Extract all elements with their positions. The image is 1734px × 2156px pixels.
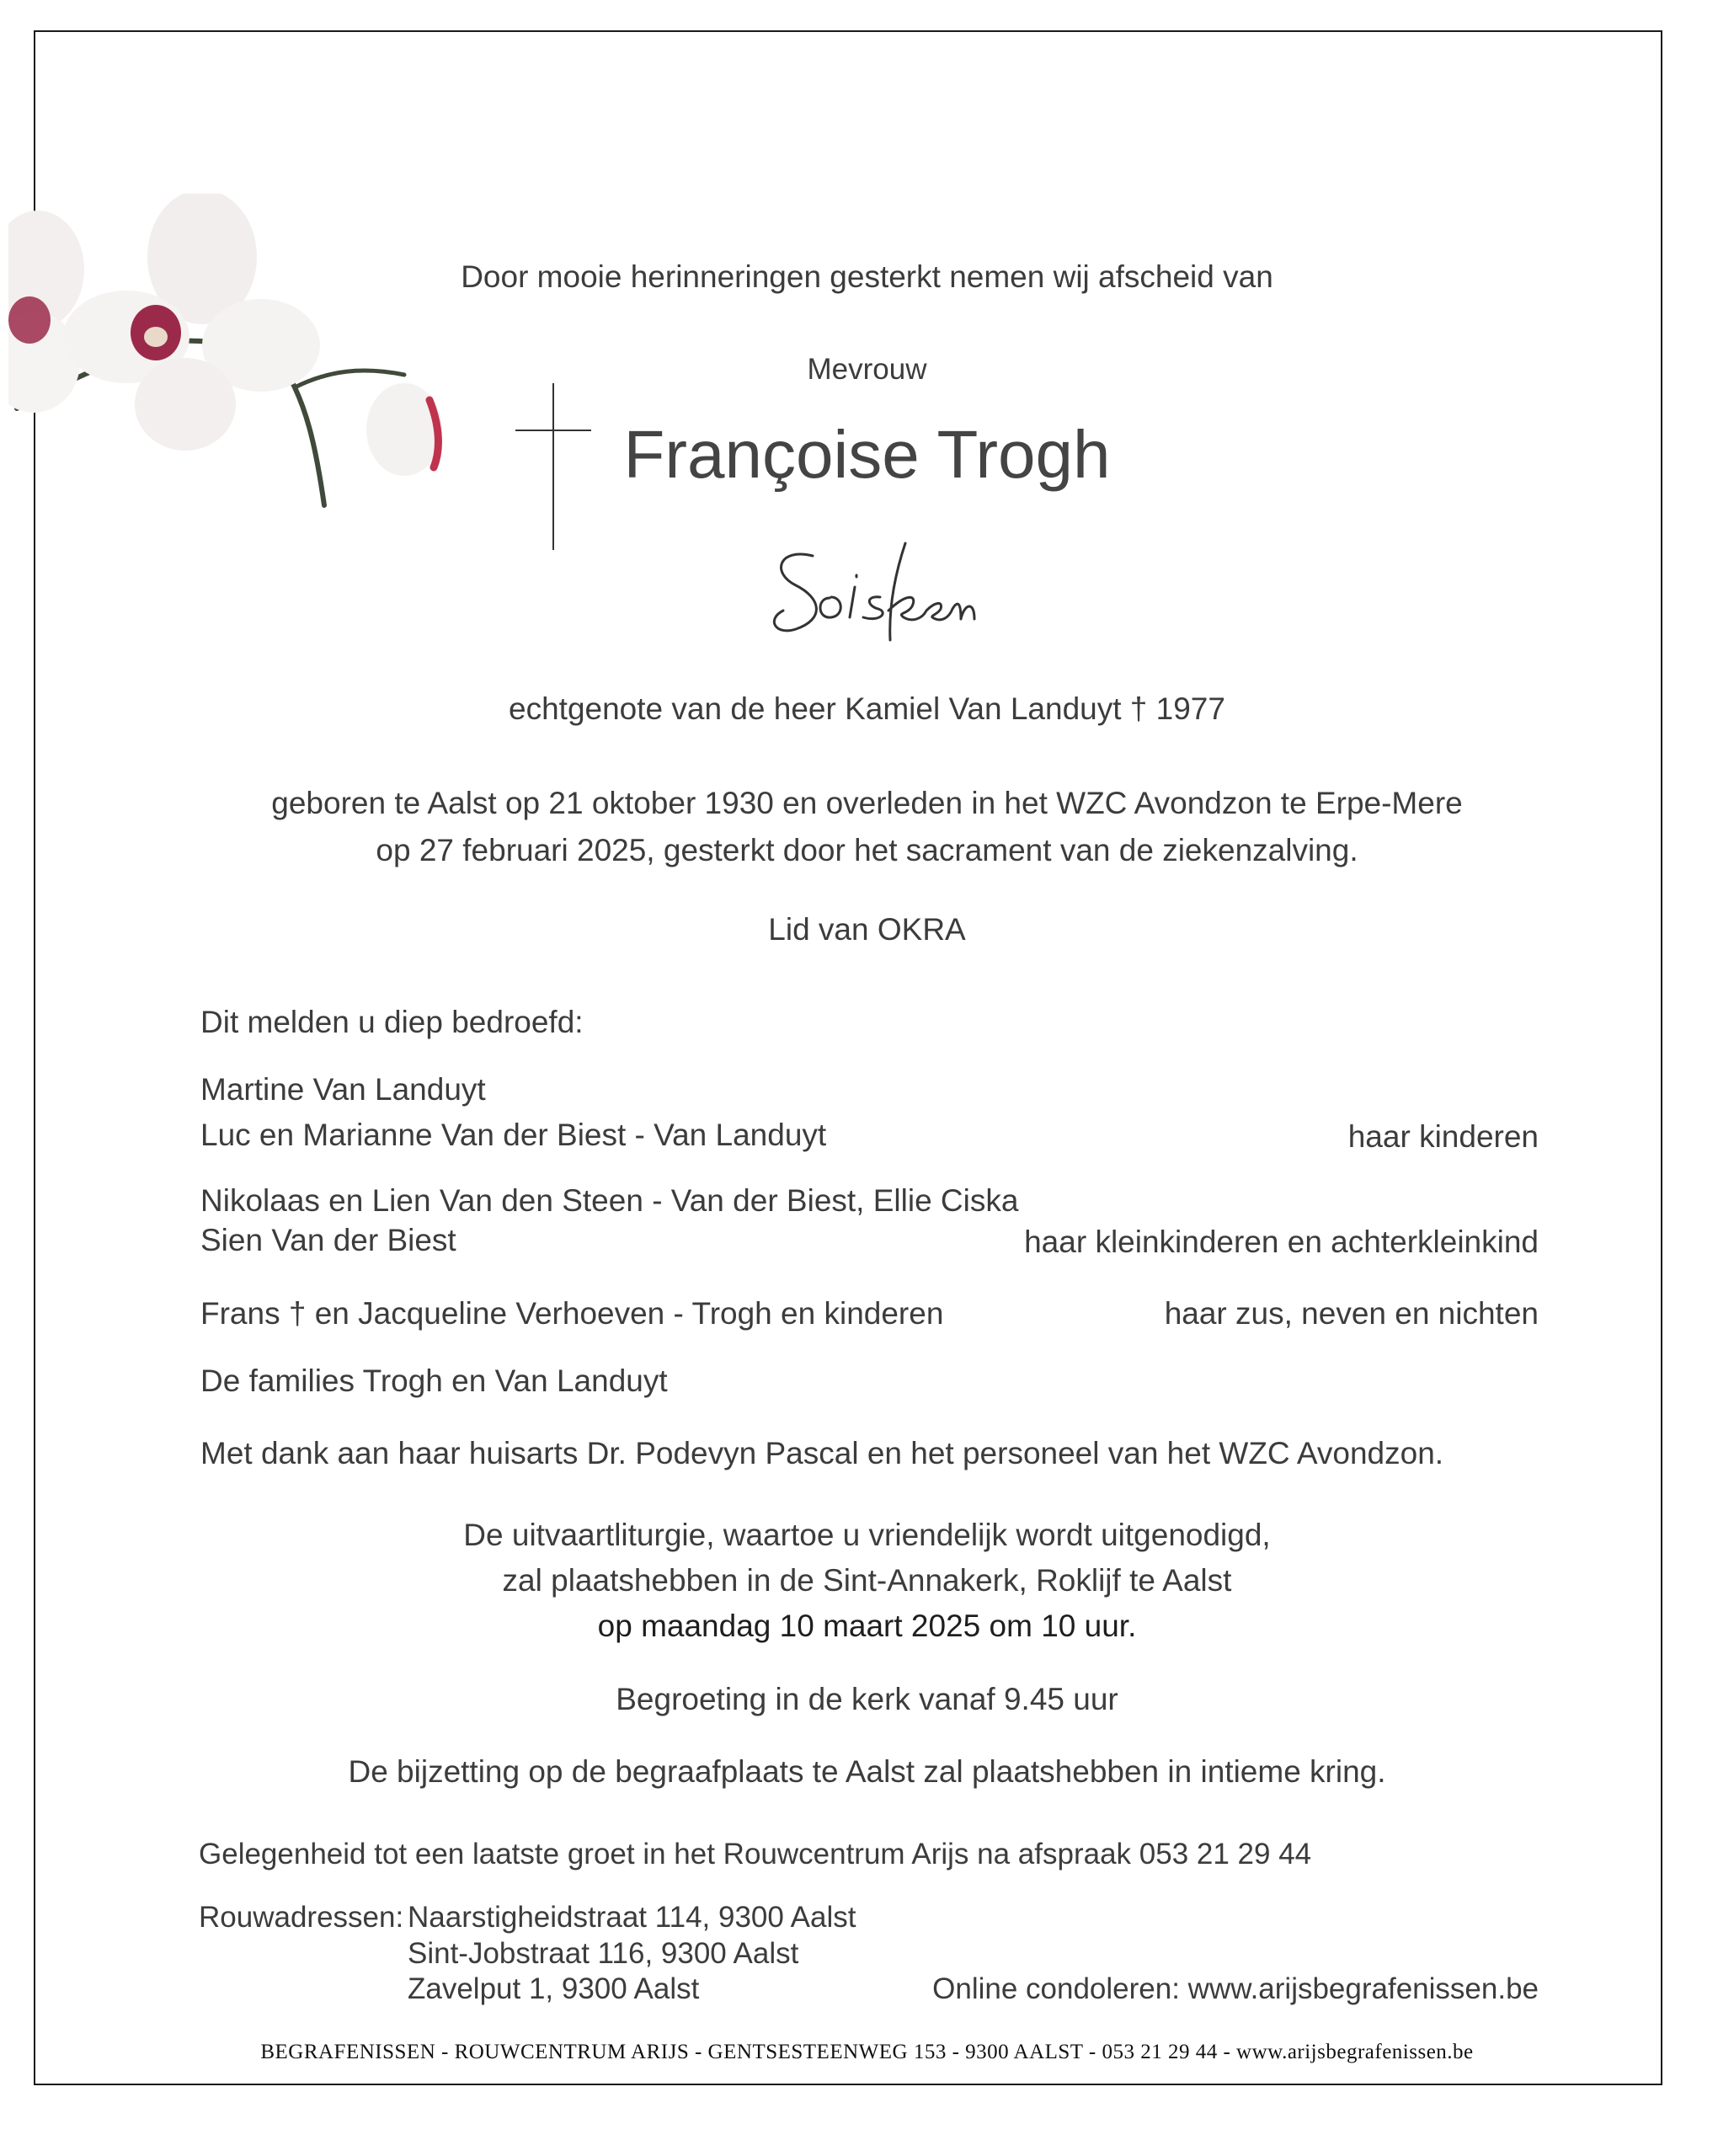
birth-death-line-1: geboren te Aalst op 21 oktober 1930 en overleden in het WZC Avondzon te Erpe-Mere <box>271 786 1463 820</box>
online-condolence[interactable]: Online condoleren: www.arijsbegrafenissen.be <box>932 1972 1539 2005</box>
announce-heading: Dit melden u diep bedroefd: <box>200 1005 584 1039</box>
address-2: Sint-Jobstraat 116, 9300 Aalst <box>408 1937 799 1970</box>
funeral-line-2: zal plaatshebben in de Sint-Annakerk, Roklijf te Aalst <box>502 1563 1232 1598</box>
children-name-1: Martine Van Landuyt <box>200 1072 486 1107</box>
grandchildren-relation: haar kleinkinderen en achterkleinkind <box>1024 1225 1539 1259</box>
deceased-name: Françoise Trogh <box>623 417 1111 492</box>
spouse-line: echtgenote van de heer Kamiel Van Landuyt † 1977 <box>509 691 1225 726</box>
last-greeting-line: Gelegenheid tot een laatste groet in het Rouwcentrum Arijs na afspraak 053 21 29 44 <box>199 1838 1312 1870</box>
siblings-relation: haar zus, neven en nichten <box>1164 1296 1539 1331</box>
birth-death-line-2: op 27 februari 2025, gesterkt door het sacrament van de ziekenzalving. <box>376 833 1358 867</box>
address-3: Zavelput 1, 9300 Aalst <box>408 1972 700 2005</box>
orchid-flower-center <box>63 194 320 451</box>
intro-text: Door mooie herinneringen gesterkt nemen wij afscheid van <box>461 259 1273 294</box>
salutation: Mevrouw <box>807 353 927 386</box>
children-name-2: Luc en Marianne Van der Biest - Van Landuyt <box>200 1118 827 1152</box>
grandchildren-name-2: Sien Van der Biest <box>200 1223 456 1257</box>
nickname-script <box>762 535 981 644</box>
funeral-date: op maandag 10 maart 2025 om 10 uur. <box>597 1609 1137 1643</box>
footer-bar: BEGRAFENISSEN - ROUWCENTRUM ARIJS - GENTSESTEENWEG 153 - 9300 AALST - 053 21 29 44 - www.arijsbegrafenissen.be <box>260 2041 1474 2063</box>
funeral-line-1: De uitvaartliturgie, waartoe u vriendelijk wordt uitgenodigd, <box>463 1518 1271 1552</box>
address-1: Naarstigheidstraat 114, 9300 Aalst <box>408 1901 856 1934</box>
families-line: De families Trogh en Van Landuyt <box>200 1364 668 1398</box>
greeting-line: Begroeting in de kerk vanaf 9.45 uur <box>616 1682 1118 1716</box>
burial-line: De bijzetting op de begraafplaats te Aalst zal plaatshebben in intieme kring. <box>348 1754 1386 1789</box>
membership: Lid van OKRA <box>768 912 966 947</box>
thanks-line: Met dank aan haar huisarts Dr. Podevyn Pascal en het personeel van het WZC Avondzon. <box>200 1436 1444 1470</box>
addresses-label: Rouwadressen: <box>199 1901 404 1934</box>
siblings-name: Frans † en Jacqueline Verhoeven - Trogh en kinderen <box>200 1296 944 1331</box>
children-relation: haar kinderen <box>1347 1119 1539 1154</box>
grandchildren-name-1: Nikolaas en Lien Van den Steen - Van der Biest, Ellie Ciska <box>200 1183 1019 1218</box>
